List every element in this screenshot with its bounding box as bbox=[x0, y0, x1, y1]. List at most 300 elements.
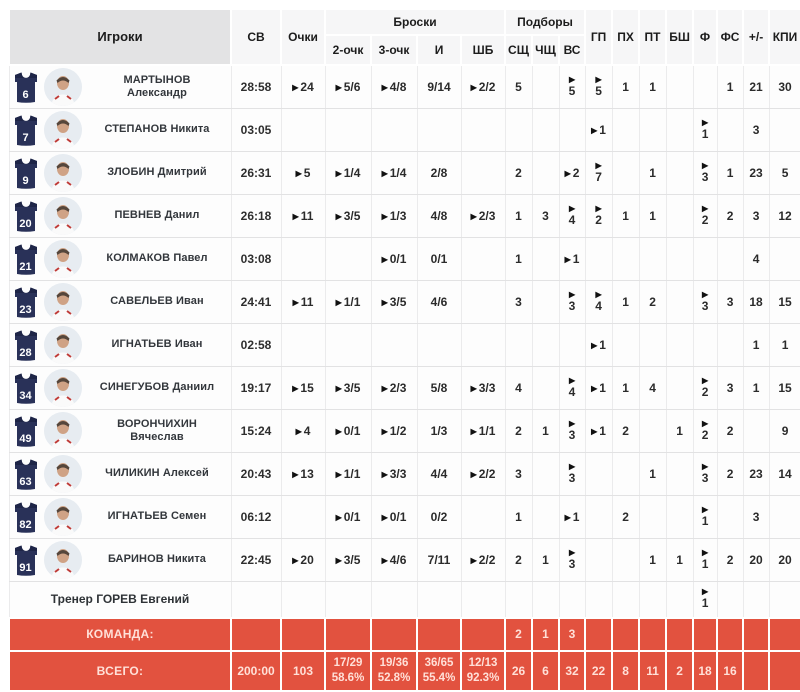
stat-cell: ▶ 4/6 bbox=[371, 539, 417, 582]
stat-cell bbox=[612, 152, 639, 195]
stat-cell bbox=[371, 582, 417, 618]
marker-arrow-icon: ▶ bbox=[381, 298, 388, 307]
player-photo-icon bbox=[44, 283, 82, 321]
jersey-number: 9 bbox=[22, 174, 29, 187]
minutes-played-cell: 15:24 bbox=[231, 410, 281, 453]
jersey-number: 23 bbox=[19, 303, 32, 316]
minutes-played-cell: 24:41 bbox=[231, 281, 281, 324]
stat-cell bbox=[532, 65, 559, 109]
stat-cell: ▶ 1 bbox=[693, 109, 717, 152]
marker-arrow-icon: ▶ bbox=[701, 586, 709, 596]
stat-cell: ▶ 24 bbox=[281, 65, 325, 109]
marker-arrow-icon: ▶ bbox=[295, 427, 302, 436]
stat-cell: 19/36 52.8% bbox=[371, 651, 417, 691]
col-header-f: Ф bbox=[693, 9, 717, 65]
stat-cell bbox=[769, 109, 800, 152]
stat-cell: 3 bbox=[532, 195, 559, 238]
stat-cell: ▶ 1 bbox=[585, 410, 612, 453]
col-header-fg: И bbox=[417, 35, 461, 65]
stat-cell: ▶ 3 bbox=[693, 152, 717, 195]
stat-cell: 2 bbox=[505, 410, 532, 453]
stat-cell: 1 bbox=[717, 65, 743, 109]
stat-cell: 2 bbox=[717, 453, 743, 496]
stat-cell: 2 bbox=[639, 281, 666, 324]
marker-arrow-icon: ▶ bbox=[335, 470, 342, 479]
marker-arrow-icon: ▶ bbox=[564, 255, 571, 264]
stat-cell: ▶ 4 bbox=[559, 367, 585, 410]
stat-cell bbox=[717, 496, 743, 539]
marker-arrow-icon: ▶ bbox=[595, 160, 602, 170]
col-header-players: Игроки bbox=[9, 9, 231, 65]
marker-arrow-icon: ▶ bbox=[595, 74, 602, 84]
player-row-23 bbox=[9, 281, 800, 324]
grand-total-row bbox=[9, 651, 800, 691]
player-name: ВОРОНЧИХИН Вячеслав bbox=[117, 417, 197, 443]
marker-arrow-icon: ▶ bbox=[595, 289, 602, 299]
marker-arrow-icon: ▶ bbox=[701, 117, 709, 127]
marker-arrow-icon: ▶ bbox=[701, 461, 709, 471]
stat-cell: 21 bbox=[743, 65, 769, 109]
stat-cell: ▶ 15 bbox=[281, 367, 325, 410]
stat-cell: ▶ 2 bbox=[559, 152, 585, 195]
coach-row bbox=[9, 582, 800, 618]
minutes-played-cell: 26:18 bbox=[231, 195, 281, 238]
marker-arrow-icon: ▶ bbox=[292, 470, 299, 479]
stat-cell: ▶ 1 bbox=[693, 582, 717, 618]
stat-cell: ▶ 0/1 bbox=[325, 496, 371, 539]
marker-arrow-icon: ▶ bbox=[381, 513, 388, 522]
marker-arrow-icon: ▶ bbox=[568, 461, 576, 471]
stat-cell: ▶ 1/4 bbox=[371, 152, 417, 195]
stat-cell bbox=[612, 453, 639, 496]
col-group-rebounds: Подборы bbox=[505, 9, 585, 35]
marker-arrow-icon: ▶ bbox=[381, 384, 388, 393]
marker-arrow-icon: ▶ bbox=[292, 298, 299, 307]
stat-cell: 18 bbox=[693, 651, 717, 691]
marker-arrow-icon: ▶ bbox=[292, 83, 299, 92]
jersey-number-icon bbox=[13, 373, 39, 404]
stat-cell: 20 bbox=[769, 539, 800, 582]
stat-cell: 2 bbox=[505, 539, 532, 582]
stat-cell: 1 bbox=[612, 195, 639, 238]
col-header-oreb: СЩ bbox=[505, 35, 532, 65]
stat-cell: 1 bbox=[505, 238, 532, 281]
stat-cell bbox=[325, 324, 371, 367]
stat-cell bbox=[417, 109, 461, 152]
stat-cell: 3 bbox=[743, 496, 769, 539]
player-photo-icon bbox=[44, 369, 82, 407]
stat-cell bbox=[743, 582, 769, 618]
player-row-6 bbox=[9, 65, 800, 109]
marker-arrow-icon: ▶ bbox=[591, 384, 598, 393]
stat-cell: 5 bbox=[505, 65, 532, 109]
stat-cell bbox=[281, 496, 325, 539]
marker-arrow-icon: ▶ bbox=[381, 556, 388, 565]
stat-cell: ▶ 3 bbox=[693, 281, 717, 324]
stat-cell: 12 bbox=[769, 195, 800, 238]
stat-cell: 1 bbox=[717, 152, 743, 195]
stat-cell: 1 bbox=[639, 152, 666, 195]
marker-arrow-icon: ▶ bbox=[381, 169, 388, 178]
stat-cell: ▶ 11 bbox=[281, 281, 325, 324]
stat-cell bbox=[417, 582, 461, 618]
stat-cell: ▶ 2/2 bbox=[461, 65, 505, 109]
marker-arrow-icon: ▶ bbox=[470, 83, 477, 92]
stat-cell bbox=[743, 651, 769, 691]
marker-arrow-icon: ▶ bbox=[381, 427, 388, 436]
player-row-21 bbox=[9, 238, 800, 281]
jersey-number-icon bbox=[13, 545, 39, 576]
jersey-number-icon bbox=[13, 201, 39, 232]
player-name: ЧИЛИКИН Алексей bbox=[105, 467, 209, 480]
stat-cell bbox=[461, 324, 505, 367]
stat-cell bbox=[585, 238, 612, 281]
stat-cell bbox=[639, 410, 666, 453]
stat-cell bbox=[461, 496, 505, 539]
player-cell bbox=[9, 152, 231, 195]
stat-cell: ▶ 1 bbox=[585, 324, 612, 367]
col-group-shots: Броски bbox=[325, 9, 505, 35]
stat-cell bbox=[693, 238, 717, 281]
player-cell bbox=[9, 496, 231, 539]
stat-cell: 1 bbox=[639, 65, 666, 109]
stat-cell bbox=[532, 281, 559, 324]
stat-cell: ▶ 3 bbox=[559, 539, 585, 582]
player-row-34 bbox=[9, 367, 800, 410]
marker-arrow-icon: ▶ bbox=[335, 513, 342, 522]
marker-arrow-icon: ▶ bbox=[591, 427, 598, 436]
stat-cell: ▶ 3 bbox=[559, 453, 585, 496]
marker-arrow-icon: ▶ bbox=[701, 289, 709, 299]
stat-cell bbox=[461, 281, 505, 324]
marker-arrow-icon: ▶ bbox=[568, 203, 576, 213]
marker-arrow-icon: ▶ bbox=[470, 384, 477, 393]
player-row-82 bbox=[9, 496, 800, 539]
stat-cell: 15 bbox=[769, 367, 800, 410]
player-name: СИНЕГУБОВ Даниил bbox=[99, 381, 215, 394]
stat-cell: 18 bbox=[743, 281, 769, 324]
stat-cell bbox=[281, 582, 325, 618]
player-rows bbox=[9, 65, 800, 691]
player-name: СТЕПАНОВ Никита bbox=[104, 123, 210, 136]
jersey-number-icon bbox=[13, 72, 39, 103]
stat-cell: 4 bbox=[505, 367, 532, 410]
stat-cell bbox=[505, 324, 532, 367]
stat-cell bbox=[505, 582, 532, 618]
marker-arrow-icon: ▶ bbox=[701, 375, 709, 385]
stat-cell: 1 bbox=[612, 65, 639, 109]
player-row-28 bbox=[9, 324, 800, 367]
stat-cell bbox=[743, 410, 769, 453]
stat-cell: 1 bbox=[743, 324, 769, 367]
player-cell bbox=[9, 410, 231, 453]
grand-total-row-label: ВСЕГО: bbox=[9, 651, 231, 691]
stat-cell: 22 bbox=[585, 651, 612, 691]
stat-cell bbox=[717, 109, 743, 152]
player-photo-icon bbox=[44, 240, 82, 278]
stat-cell: 1 bbox=[639, 453, 666, 496]
jersey-number: 49 bbox=[19, 432, 32, 445]
stat-cell: 20 bbox=[743, 539, 769, 582]
stat-cell: ▶ 1 bbox=[559, 238, 585, 281]
marker-arrow-icon: ▶ bbox=[292, 212, 299, 221]
stat-cell: 5/8 bbox=[417, 367, 461, 410]
marker-arrow-icon: ▶ bbox=[564, 169, 571, 178]
jersey-number: 91 bbox=[19, 561, 32, 574]
stat-cell: 2 bbox=[505, 152, 532, 195]
stat-cell bbox=[371, 324, 417, 367]
jersey-number: 82 bbox=[19, 518, 32, 531]
stat-cell: 103 bbox=[281, 651, 325, 691]
stat-cell bbox=[666, 109, 693, 152]
jersey-number-icon bbox=[13, 416, 39, 447]
stat-cell bbox=[717, 582, 743, 618]
marker-arrow-icon: ▶ bbox=[470, 470, 477, 479]
col-header-gp: ГП bbox=[585, 9, 612, 65]
stat-cell bbox=[585, 496, 612, 539]
stat-cell bbox=[612, 582, 639, 618]
stat-cell: ▶ 3 bbox=[559, 410, 585, 453]
stat-cell bbox=[585, 539, 612, 582]
stat-cell: 3 bbox=[743, 195, 769, 238]
player-photo-icon bbox=[44, 498, 82, 536]
stat-cell: 23 bbox=[743, 152, 769, 195]
marker-arrow-icon: ▶ bbox=[591, 341, 598, 350]
stat-cell: ▶ 13 bbox=[281, 453, 325, 496]
col-header-pt: ПТ bbox=[639, 9, 666, 65]
marker-arrow-icon: ▶ bbox=[335, 427, 342, 436]
stat-cell: 1 bbox=[612, 367, 639, 410]
stat-cell: 2 bbox=[612, 496, 639, 539]
stat-cell bbox=[532, 238, 559, 281]
col-header-px: ПХ bbox=[612, 9, 639, 65]
player-name: КОЛМАКОВ Павел bbox=[106, 252, 208, 265]
stat-cell bbox=[666, 324, 693, 367]
stat-cell bbox=[532, 453, 559, 496]
col-header-plusminus: +/- bbox=[743, 9, 769, 65]
minutes-played-cell: 06:12 bbox=[231, 496, 281, 539]
jersey-number: 28 bbox=[19, 346, 32, 359]
marker-arrow-icon: ▶ bbox=[591, 126, 598, 135]
stat-cell bbox=[666, 65, 693, 109]
player-cell bbox=[9, 539, 231, 582]
player-name: ПЕВНЕВ Данил bbox=[114, 209, 200, 222]
stat-cell: ▶ 1 bbox=[585, 367, 612, 410]
jersey-number-icon bbox=[13, 502, 39, 533]
stat-cell: ▶ 1/3 bbox=[371, 195, 417, 238]
stat-cell bbox=[532, 152, 559, 195]
player-cell bbox=[9, 109, 231, 152]
stat-cell: ▶ 7 bbox=[585, 152, 612, 195]
marker-arrow-icon: ▶ bbox=[568, 289, 576, 299]
col-header-2pt: 2-очк bbox=[325, 35, 371, 65]
jersey-number: 6 bbox=[22, 88, 29, 101]
marker-arrow-icon: ▶ bbox=[568, 547, 576, 557]
table-header bbox=[9, 9, 800, 65]
stat-cell: 2/8 bbox=[417, 152, 461, 195]
stat-cell: ▶ 5 bbox=[281, 152, 325, 195]
stat-cell: 1 bbox=[532, 410, 559, 453]
stat-cell bbox=[505, 109, 532, 152]
stat-cell: 15 bbox=[769, 281, 800, 324]
stat-cell bbox=[559, 324, 585, 367]
stat-cell bbox=[585, 582, 612, 618]
stat-cell: ▶ 0/1 bbox=[325, 410, 371, 453]
player-photo-icon bbox=[44, 154, 82, 192]
col-header-treb: ВС bbox=[559, 35, 585, 65]
jersey-number: 7 bbox=[22, 131, 29, 144]
stat-cell bbox=[639, 238, 666, 281]
stat-cell: ▶ 1/1 bbox=[461, 410, 505, 453]
jersey-number: 21 bbox=[19, 260, 32, 273]
player-row-63 bbox=[9, 453, 800, 496]
player-photo-icon bbox=[44, 412, 82, 450]
minutes-played-cell: 19:17 bbox=[231, 367, 281, 410]
stat-cell: ▶ 3/3 bbox=[371, 453, 417, 496]
minutes-played-cell: 03:08 bbox=[231, 238, 281, 281]
stat-cell bbox=[461, 582, 505, 618]
stat-cell: ▶ 2 bbox=[585, 195, 612, 238]
marker-arrow-icon: ▶ bbox=[701, 203, 709, 213]
stat-cell bbox=[281, 238, 325, 281]
stat-cell bbox=[281, 324, 325, 367]
stat-cell: ▶ 1 bbox=[693, 496, 717, 539]
player-photo-icon bbox=[44, 111, 82, 149]
stat-cell bbox=[666, 496, 693, 539]
stat-cell: 3 bbox=[717, 367, 743, 410]
col-header-3pt: 3-очк bbox=[371, 35, 417, 65]
stat-cell: 1 bbox=[769, 324, 800, 367]
stat-cell bbox=[639, 496, 666, 539]
stat-cell bbox=[693, 324, 717, 367]
player-name: ИГНАТЬЕВ Иван bbox=[111, 338, 203, 351]
stat-cell bbox=[666, 281, 693, 324]
player-cell bbox=[9, 281, 231, 324]
player-row-9 bbox=[9, 152, 800, 195]
marker-arrow-icon: ▶ bbox=[701, 504, 709, 514]
stat-cell: ▶ 1 bbox=[693, 539, 717, 582]
marker-arrow-icon: ▶ bbox=[381, 212, 388, 221]
player-row-7 bbox=[9, 109, 800, 152]
stat-cell bbox=[666, 367, 693, 410]
stat-cell: 1 bbox=[639, 539, 666, 582]
col-header-kpi: КПИ bbox=[769, 9, 800, 65]
jersey-number-icon bbox=[13, 158, 39, 189]
stat-cell: 14 bbox=[769, 453, 800, 496]
jersey-number-icon bbox=[13, 459, 39, 490]
stat-cell: 2 bbox=[717, 195, 743, 238]
stat-cell bbox=[461, 152, 505, 195]
stat-cell: 5 bbox=[769, 152, 800, 195]
stat-cell: 12/13 92.3% bbox=[461, 651, 505, 691]
stat-cell: 1 bbox=[505, 496, 532, 539]
stat-cell bbox=[325, 238, 371, 281]
stat-cell bbox=[325, 582, 371, 618]
stat-cell: ▶ 0/1 bbox=[371, 496, 417, 539]
stat-cell: 1 bbox=[532, 618, 559, 651]
stat-cell bbox=[281, 109, 325, 152]
player-photo-icon bbox=[44, 455, 82, 493]
stat-cell bbox=[532, 582, 559, 618]
player-cell bbox=[9, 324, 231, 367]
stat-cell: ▶ 5 bbox=[585, 65, 612, 109]
stat-cell: ▶ 0/1 bbox=[371, 238, 417, 281]
marker-arrow-icon: ▶ bbox=[381, 255, 388, 264]
stat-cell: 3 bbox=[505, 281, 532, 324]
stat-cell: ▶ 2 bbox=[693, 410, 717, 453]
minutes-played-cell bbox=[231, 582, 281, 618]
player-row-49 bbox=[9, 410, 800, 453]
player-cell bbox=[9, 195, 231, 238]
stat-cell: ▶ 1/1 bbox=[325, 453, 371, 496]
stat-cell: ▶ 20 bbox=[281, 539, 325, 582]
stat-cell: 4 bbox=[743, 238, 769, 281]
stat-cell bbox=[693, 65, 717, 109]
stat-cell: ▶ 4 bbox=[281, 410, 325, 453]
marker-arrow-icon: ▶ bbox=[292, 556, 299, 565]
stat-cell bbox=[639, 582, 666, 618]
minutes-played-cell: 02:58 bbox=[231, 324, 281, 367]
stat-cell bbox=[666, 238, 693, 281]
player-photo-icon bbox=[44, 197, 82, 235]
stat-cell: 1 bbox=[743, 367, 769, 410]
stat-cell bbox=[639, 109, 666, 152]
stat-cell bbox=[532, 324, 559, 367]
col-header-ft: ШБ bbox=[461, 35, 505, 65]
box-score-table bbox=[8, 8, 800, 692]
stat-cell bbox=[666, 453, 693, 496]
stat-cell: 6 bbox=[532, 651, 559, 691]
stat-cell: ▶ 4/8 bbox=[371, 65, 417, 109]
stat-cell: ▶ 4 bbox=[585, 281, 612, 324]
marker-arrow-icon: ▶ bbox=[701, 160, 709, 170]
player-row-91 bbox=[9, 539, 800, 582]
minutes-played-cell: 03:05 bbox=[231, 109, 281, 152]
stat-cell: ▶ 2 bbox=[693, 367, 717, 410]
stat-cell bbox=[769, 582, 800, 618]
player-photo-icon bbox=[44, 541, 82, 579]
coach-name: Тренер ГОРЕВ Евгений bbox=[9, 582, 231, 618]
marker-arrow-icon: ▶ bbox=[381, 83, 388, 92]
stat-cell: ▶ 3/3 bbox=[461, 367, 505, 410]
stat-cell bbox=[612, 109, 639, 152]
stat-cell bbox=[717, 238, 743, 281]
stat-cell: 4/8 bbox=[417, 195, 461, 238]
stat-cell: 4/6 bbox=[417, 281, 461, 324]
jersey-number-icon bbox=[13, 244, 39, 275]
player-name: ИГНАТЬЕВ Семен bbox=[107, 510, 207, 523]
stat-cell: 8 bbox=[612, 651, 639, 691]
minutes-played-cell: 28:58 bbox=[231, 65, 281, 109]
stat-cell: ▶ 5/6 bbox=[325, 65, 371, 109]
stat-cell bbox=[585, 453, 612, 496]
stat-cell: 2 bbox=[717, 539, 743, 582]
marker-arrow-icon: ▶ bbox=[470, 212, 477, 221]
jersey-number: 63 bbox=[19, 475, 32, 488]
marker-arrow-icon: ▶ bbox=[335, 384, 342, 393]
stat-cell bbox=[612, 539, 639, 582]
player-name: ЗЛОБИН Дмитрий bbox=[107, 166, 207, 179]
stat-cell bbox=[325, 109, 371, 152]
player-cell bbox=[9, 367, 231, 410]
stat-cell: ▶ 2/3 bbox=[371, 367, 417, 410]
stat-cell: 9/14 bbox=[417, 65, 461, 109]
col-header-sv: СВ bbox=[231, 9, 281, 65]
stat-cell: 0/1 bbox=[417, 238, 461, 281]
stat-cell: 11 bbox=[639, 651, 666, 691]
stat-cell: 1 bbox=[505, 195, 532, 238]
stat-cell bbox=[417, 324, 461, 367]
